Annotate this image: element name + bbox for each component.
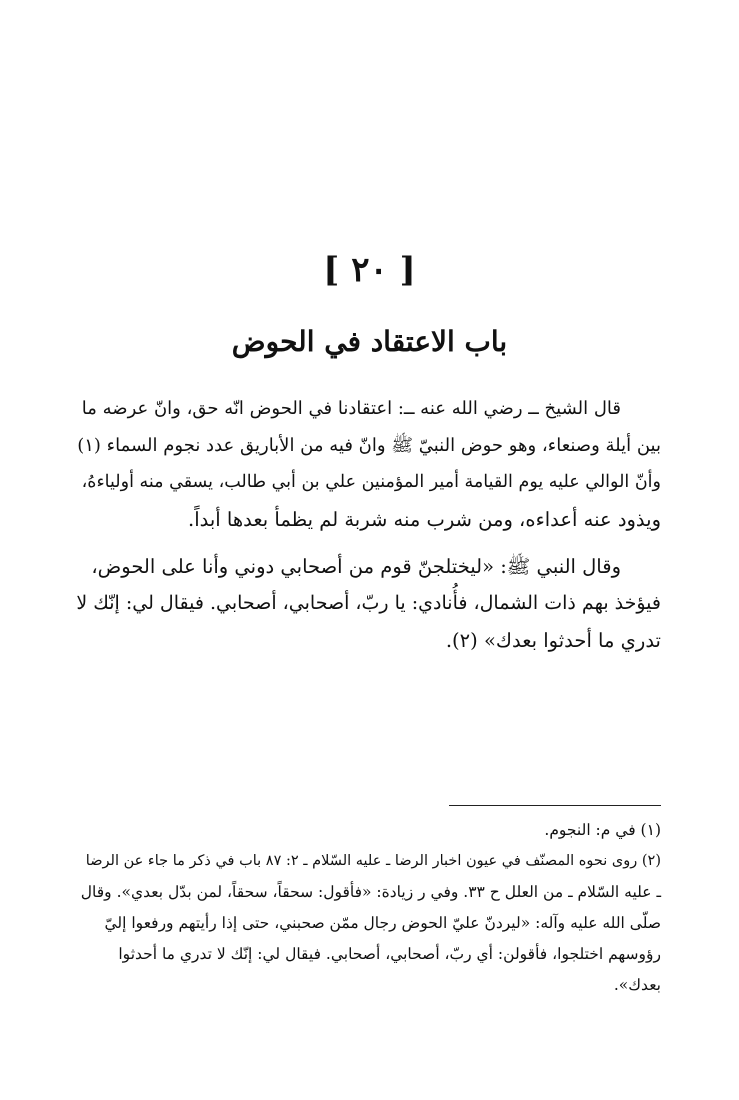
- chapter-number: [ ٢٠ ]: [323, 250, 416, 290]
- paragraph-2: [76, 548, 661, 585]
- text-line: تدري ما أحدثوا بعدك» (٢).: [445, 629, 661, 652]
- footnote-line: (١) في م: النجوم.: [544, 821, 661, 839]
- text-line: بين أيلة وصنعاء، وهو حوض النبيّ ﷺ وانّ فيه من الأباريق عدد نجوم السماء (١): [77, 435, 661, 456]
- paragraph-1-cont: [76, 427, 661, 538]
- main-text: [76, 390, 661, 659]
- text-line: وقال النبي ﷺ: «ليختلجنّ قوم من أصحابي دوني وأنا على الحوض،: [91, 555, 621, 578]
- text-line: قال الشيخ ــ رضي الله عنه ــ: اعتقادنا في الحوض انّه حق، وانّ عرضه ما: [81, 398, 621, 419]
- footnote-1: [76, 815, 661, 846]
- text-line: وأنّ الوالي عليه يوم القيامة أمير المؤمنين علي بن أبي طالب، يسقي منه أولياءهُ،: [81, 472, 661, 492]
- paragraph-1: [76, 390, 661, 427]
- footnote-line: بعدك».: [613, 976, 661, 994]
- footnote-line: صلّى الله عليه وآله: «ليردنّ عليّ الحوض رجال ممّن صحبني، حتى إذا رأيتهم ورفعوا إليّ: [104, 914, 661, 932]
- text-line: ويذود عنه أعداءه، ومن شرب منه شربة لم يظمأ بعدها أبداً.: [188, 508, 661, 531]
- footnote-separator: [449, 805, 661, 806]
- paragraph-2-cont: [76, 585, 661, 659]
- footnote-line: ـ عليه السّلام ـ من العلل ح ٣٣. وفي ر زيادة: «فأقول: سحقاً، سحقاً، لمن بدّل بعدي». وقال: [80, 883, 661, 901]
- footnote-2: [76, 846, 661, 1001]
- text-line: فيؤخذ بهم ذات الشمال، فأُنادي: يا ربّ، أصحابي، أصحابي. فيقال لي: إنّك لا: [76, 592, 661, 614]
- chapter-title: باب الاعتقاد في الحوض: [231, 325, 508, 358]
- footnote-line: رؤوسهم اختلجوا، فأقولن: أي ربّ، أصحابي، أصحابي. فيقال لي: إنّك لا تدري ما أحدثوا: [118, 945, 661, 963]
- footnotes: [76, 815, 661, 1001]
- footnote-line: (٢) روى نحوه المصنّف في عيون اخبار الرضا ـ عليه السّلام ـ ٢: ٨٧ باب في ذكر ما جاء عن الرضا: [85, 853, 661, 869]
